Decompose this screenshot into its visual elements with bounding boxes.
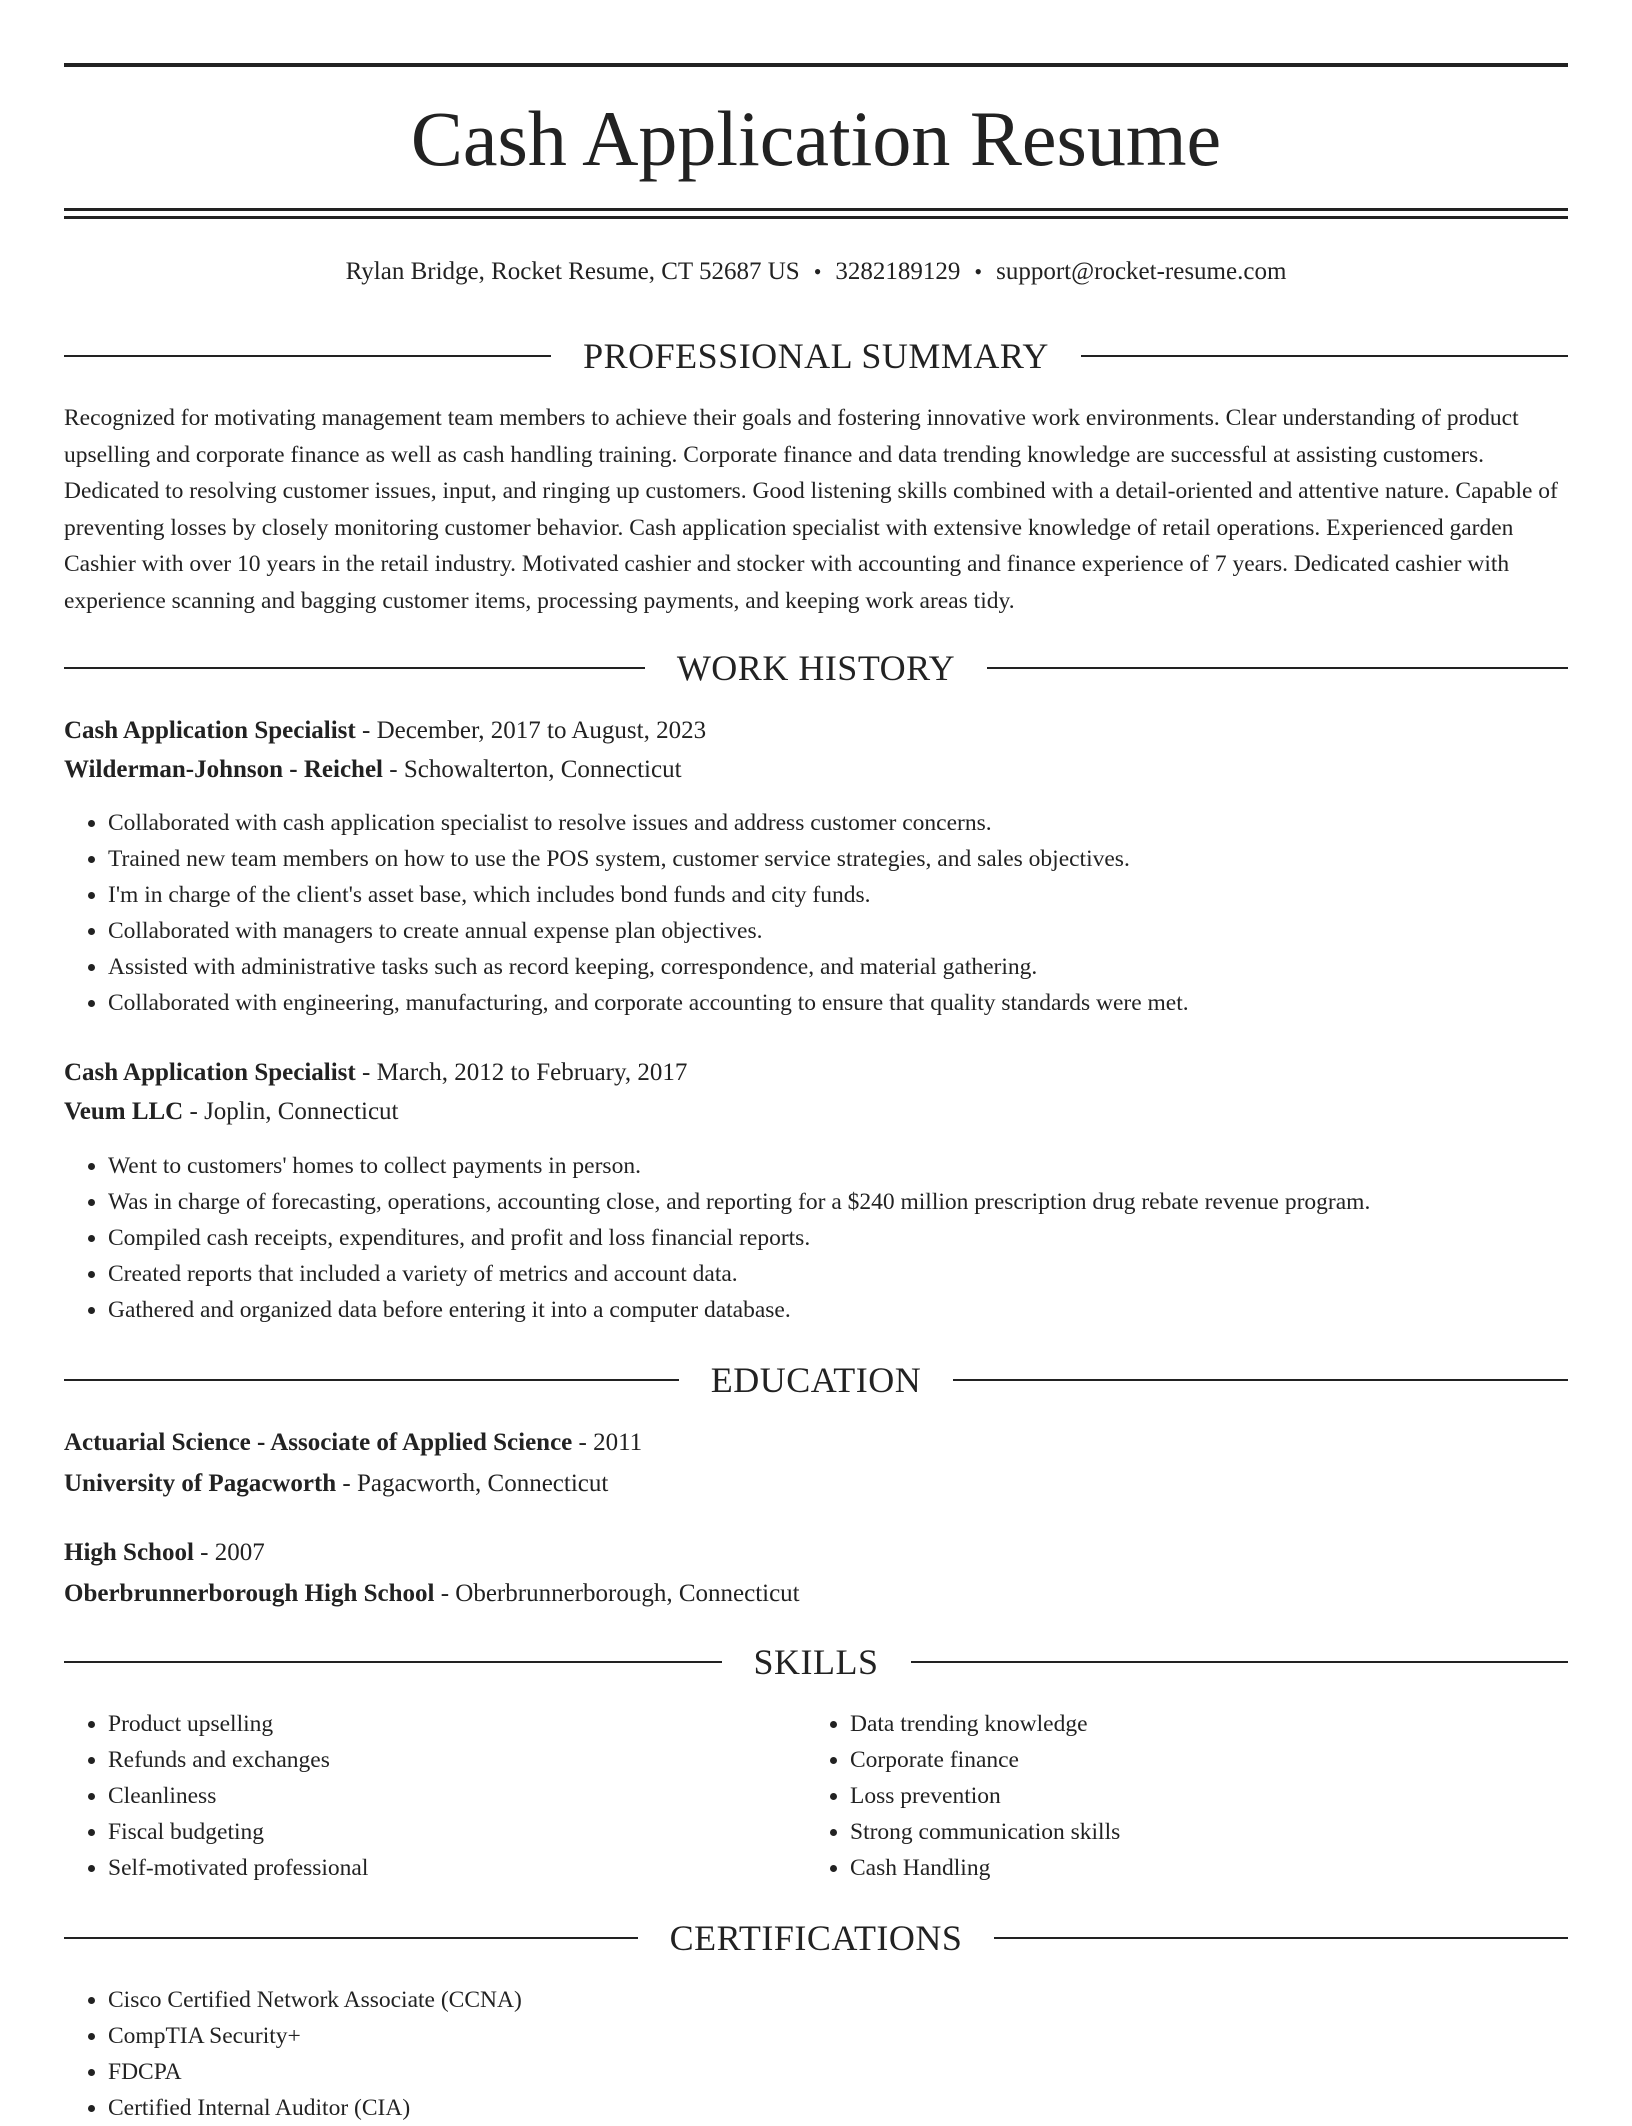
degree: High School (64, 1539, 194, 1566)
list-item: • Compiled cash receipts, expenditures, and profit and loss financial reports. (108, 1220, 1370, 1256)
heading-rule (911, 1661, 1569, 1663)
company-row (64, 1092, 1568, 1131)
school-location: Pagacworth, Connecticut (357, 1470, 609, 1497)
heading-rule (64, 667, 645, 669)
degree-row (64, 1423, 1568, 1462)
separator: - (572, 1429, 594, 1456)
job-title: Cash Application Specialist (64, 717, 356, 744)
summary-paragraph: Recognized for motivating management team members to achieve their goals and fostering innovative work environments. Clear understanding of product upselling and corporate finance as well as cash handling training. Corporate finance and data trending knowledge are successful at assisting customers. Dedicated to resolving customer issues, input, and ringing up customers. Good listening skills combined with a detail-oriented and attentive nature. Capable of preventing losses by closely monitoring customer behavior. Cash application specialist with extensive knowledge of retail operations. Experienced garden Cashier with over 10 years in the retail industry. Motivated cashier and stocker with accounting and finance experience of 7 years. Dedicated cashier with experience scanning and bagging customer items, processing payments, and keeping work areas tidy. (64, 405, 1558, 614)
graduation-year: 2011 (593, 1429, 643, 1456)
skills-list-left (64, 1706, 368, 1886)
contact-line (0, 255, 1632, 289)
list-item: • Cisco Certified Network Associate (CCNA) (108, 1982, 522, 2018)
degree: Actuarial Science - Associate of Applied Science (64, 1429, 573, 1456)
heading-rule (987, 667, 1568, 669)
heading-rule (64, 355, 551, 357)
section-heading-certifications (64, 1918, 1568, 1958)
list-item: • Went to customers' homes to collect payments in person. (108, 1148, 1370, 1184)
job-title-row (64, 711, 1568, 750)
list-item: • Collaborated with cash application specialist to resolve issues and address customer concerns. (108, 805, 1189, 841)
section-title: EDUCATION (710, 1360, 922, 1400)
contact-phone: 3282189129 (835, 258, 961, 285)
school-location: Oberbrunnerborough, Connecticut (455, 1580, 800, 1607)
list-item: • Collaborated with engineering, manufacturing, and corporate accounting to ensure that quality standards were met. (108, 985, 1189, 1021)
job-title: Cash Application Specialist (64, 1059, 356, 1086)
heading-rule (64, 1379, 679, 1381)
separator: - (193, 1539, 215, 1566)
school-row (64, 1574, 1568, 1613)
list-item: • Certified Internal Auditor (CIA) (108, 2090, 522, 2126)
list-item: • Assisted with administrative tasks such as record keeping, correspondence, and material gathering. (108, 949, 1189, 985)
list-item: • Trained new team members on how to use the POS system, customer service strategies, and sales objectives. (108, 841, 1189, 877)
list-item: • Cash Handling (850, 1850, 1120, 1886)
list-item: • Cleanliness (108, 1778, 368, 1814)
title-bottom-rule (64, 208, 1568, 211)
list-item: • Loss prevention (850, 1778, 1120, 1814)
school-name: University of Pagacworth (64, 1470, 337, 1497)
list-item: • Collaborated with managers to create annual expense plan objectives. (108, 913, 1189, 949)
section-heading-summary (64, 336, 1568, 376)
contact-email[interactable]: support@rocket-resume.com (996, 258, 1287, 285)
list-item: • Self-motivated professional (108, 1850, 368, 1886)
section-heading-skills (64, 1642, 1568, 1682)
separator: - (383, 756, 404, 783)
job-dates: December, 2017 to August, 2023 (376, 717, 707, 744)
separator: - (434, 1580, 456, 1607)
heading-rule (953, 1379, 1568, 1381)
list-item: • Strong communication skills (850, 1814, 1120, 1850)
list-item: • Data trending knowledge (850, 1706, 1120, 1742)
education-entry (64, 1533, 1568, 1613)
company-location: Schowalterton, Connecticut (403, 756, 682, 783)
list-item: • I'm in charge of the client's asset base, which includes bond funds and city funds. (108, 877, 1189, 913)
work-entry (64, 1053, 1568, 1131)
list-item: • Fiscal budgeting (108, 1814, 368, 1850)
section-title: PROFESSIONAL SUMMARY (583, 336, 1049, 376)
title-bottom-rule-2 (64, 216, 1568, 219)
contact-separator: • (974, 259, 983, 284)
degree-row (64, 1533, 1568, 1572)
list-item: • CompTIA Security+ (108, 2018, 522, 2054)
list-item: • FDCPA (108, 2054, 522, 2090)
contact-separator: • (813, 259, 822, 284)
section-title: WORK HISTORY (676, 648, 956, 688)
section-heading-work (64, 648, 1568, 688)
company-name: Wilderman-Johnson - Reichel (64, 756, 383, 783)
heading-rule (64, 1661, 722, 1663)
school-row (64, 1464, 1568, 1503)
separator: - (355, 1059, 377, 1086)
job-dates: March, 2012 to February, 2017 (376, 1059, 688, 1086)
company-row (64, 750, 1568, 789)
section-title: CERTIFICATIONS (669, 1918, 963, 1958)
school-name: Oberbrunnerborough High School (64, 1580, 435, 1607)
resume-title: Cash Application Resume (410, 95, 1222, 182)
list-item: • Corporate finance (850, 1742, 1120, 1778)
separator: - (355, 717, 377, 744)
section-heading-education (64, 1360, 1568, 1400)
company-name: Veum LLC (64, 1098, 184, 1125)
contact-address: Rylan Bridge, Rocket Resume, CT 52687 US (345, 258, 800, 285)
list-item: • Refunds and exchanges (108, 1742, 368, 1778)
certifications-list (64, 1982, 522, 2126)
job-title-row (64, 1053, 1568, 1092)
separator: - (336, 1470, 357, 1497)
title-top-rule (64, 63, 1568, 67)
company-location: Joplin, Connecticut (204, 1098, 399, 1125)
list-item: • Created reports that included a variety of metrics and account data. (108, 1256, 1370, 1292)
heading-rule (994, 1937, 1568, 1939)
heading-rule (1081, 355, 1568, 357)
list-item: • Gathered and organized data before entering it into a computer database. (108, 1292, 1370, 1328)
skills-list-right (806, 1706, 1120, 1886)
work-entry (64, 711, 1568, 789)
work-bullets (64, 805, 1189, 1021)
section-title: SKILLS (753, 1642, 879, 1682)
list-item: • Was in charge of forecasting, operations, accounting close, and reporting for a $240 million prescription drug rebate revenue program. (108, 1184, 1370, 1220)
work-bullets (64, 1148, 1370, 1328)
separator: - (183, 1098, 205, 1125)
list-item: • Product upselling (108, 1706, 368, 1742)
education-entry (64, 1423, 1568, 1503)
heading-rule (64, 1937, 638, 1939)
graduation-year: 2007 (214, 1539, 265, 1566)
